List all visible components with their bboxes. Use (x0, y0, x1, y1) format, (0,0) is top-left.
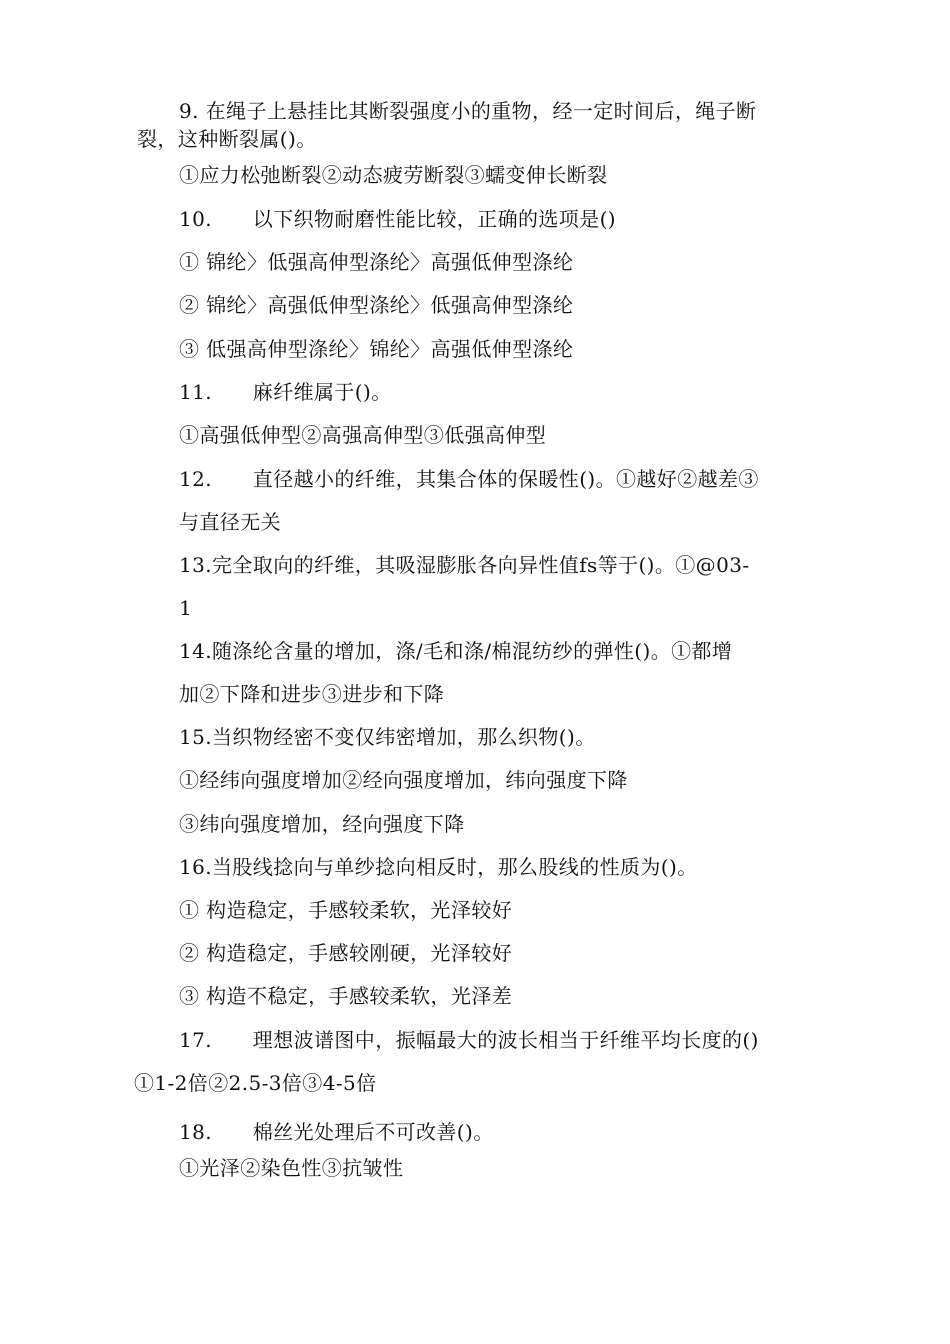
question-17-stem: 17. 理想波谱图中，振幅最大的波长相当于纤维平均长度的() (179, 1028, 759, 1052)
question-16-stem: 16.当股线捻向与单纱捻向相反时，那么股线的性质为()。 (179, 855, 698, 879)
question-15-stem: 15.当织物经密不变仅纬密增加，那么织物()。 (179, 725, 596, 749)
question-9-options: ①应力松弛断裂②动态疲劳断裂③蠕变伸长断裂 (179, 163, 608, 187)
question-12-line-1: 12. 直径越小的纤维，其集合体的保暖性()。①越好②越差③ (179, 467, 759, 491)
question-11-options: ①高强低伸型②高强高伸型③低强高伸型 (179, 423, 547, 447)
question-11-stem: 11. 麻纤维属于()。 (179, 380, 392, 404)
question-12-line-2: 与直径无关 (179, 510, 281, 534)
question-18-options: ①光泽②染色性③抗皱性 (179, 1156, 404, 1180)
question-13-line-1: 13.完全取向的纤维，其吸湿膨胀各向异性值fs等于()。①@03- (179, 553, 750, 577)
question-9-line-1: 9. 在绳子上悬挂比其断裂强度小的重物，经一定时间后，绳子断 (179, 99, 757, 123)
question-14-line-1: 14.随涤纶含量的增加，涤/毛和涤/棉混纺纱的弹性()。①都增 (179, 639, 733, 663)
question-10-stem: 10. 以下织物耐磨性能比较，正确的选项是() (179, 207, 617, 231)
question-10-option-1: ① 锦纶〉低强高伸型涤纶〉高强低伸型涤纶 (179, 250, 574, 274)
question-17-options: ①1-2倍②2.5-3倍③4-5倍 (134, 1071, 377, 1095)
question-14-line-2: 加②下降和进步③进步和下降 (179, 682, 445, 706)
question-9-line-2: 裂，这种断裂属()。 (137, 127, 317, 151)
question-16-option-2: ② 构造稳定，手感较刚硬，光泽较好 (179, 941, 513, 965)
question-10-option-2: ② 锦纶〉高强低伸型涤纶〉低强高伸型涤纶 (179, 293, 574, 317)
question-18-stem: 18. 棉丝光处理后不可改善()。 (179, 1120, 494, 1144)
question-16-option-3: ③ 构造不稳定，手感较柔软，光泽差 (179, 984, 513, 1008)
question-15-options-1: ①经纬向强度增加②经向强度增加，纬向强度下降 (179, 768, 628, 792)
question-10-option-3: ③ 低强高伸型涤纶〉锦纶〉高强低伸型涤纶 (179, 337, 574, 361)
question-16-option-1: ① 构造稳定，手感较柔软，光泽较好 (179, 898, 513, 922)
question-13-line-2: 1 (179, 596, 193, 620)
question-15-options-2: ③纬向强度增加，经向强度下降 (179, 812, 465, 836)
